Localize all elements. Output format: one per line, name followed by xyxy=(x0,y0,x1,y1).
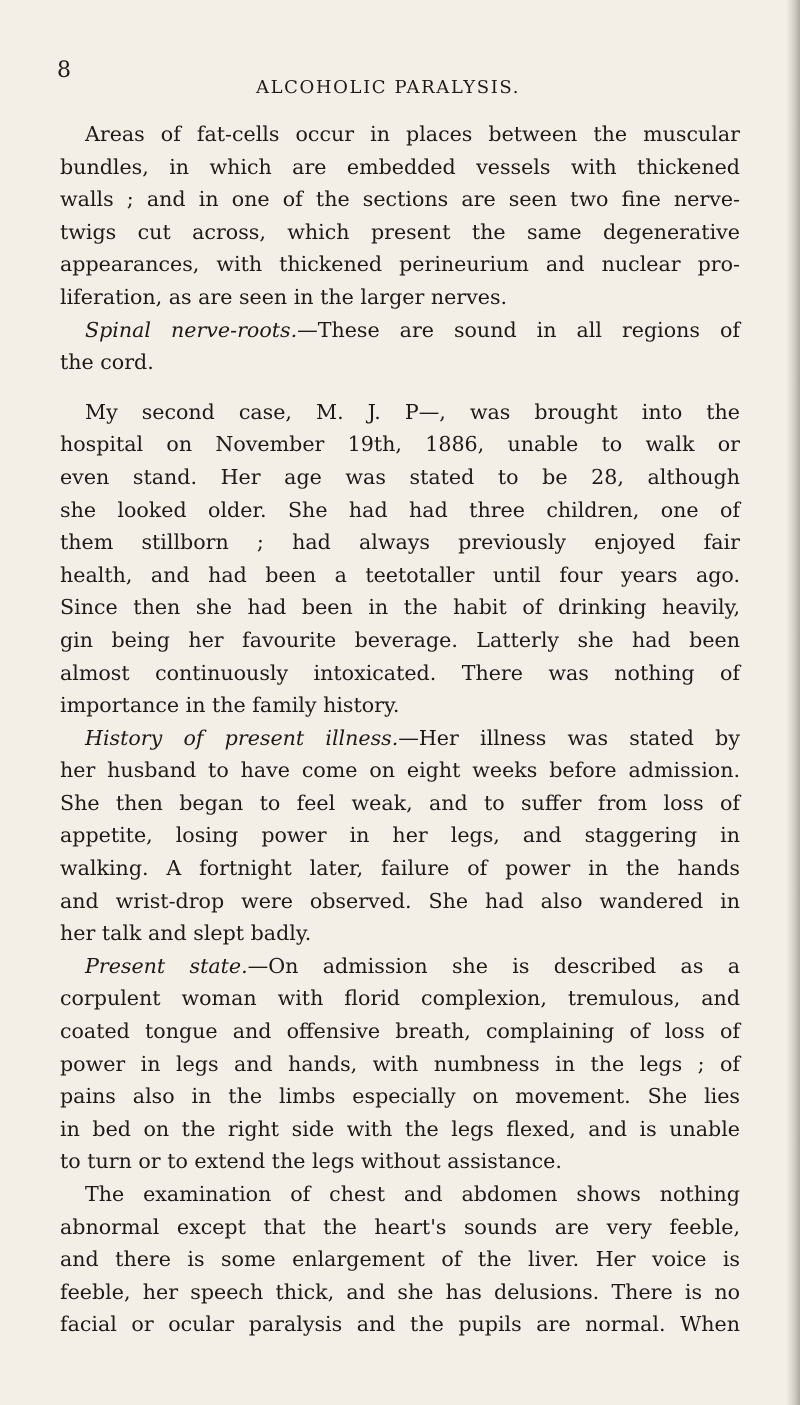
section-heading-spinal-nerve-roots: Spinal nerve-roots. xyxy=(85,317,298,342)
text-line xyxy=(60,950,740,983)
section-heading-present-state: Present state. xyxy=(85,953,248,978)
text-line: them stillborn ; had always previously enjoyed fair xyxy=(60,530,740,555)
text-line: Areas of fat-cells occur in places between the muscular xyxy=(85,122,740,146)
text-line: gin being her favourite beverage. Latterly she had been xyxy=(60,627,740,652)
text-line: coated tongue and offensive breath, complaining of loss of xyxy=(60,1019,740,1044)
paragraph-gap xyxy=(60,379,740,396)
text-line: twigs cut across, which present the same degenerative xyxy=(60,219,740,244)
text-run: —Her illness was stated by xyxy=(398,725,740,750)
text-line: liferation, as are seen in the larger nerves. xyxy=(60,284,508,309)
page-edge-shadow xyxy=(786,0,800,1405)
text-line: Since then she had been in the habit of drinking heavily, xyxy=(60,595,740,620)
paragraph-history-of-present-illness xyxy=(60,722,740,950)
text-run: —These are sound in all regions of xyxy=(297,317,740,342)
text-line: she looked older. She had had three children, one of xyxy=(60,497,740,522)
text-line: and there is some enlargement of the liver. Her voice is xyxy=(60,1247,740,1272)
text-line: corpulent woman with florid complexion, tremulous, and xyxy=(60,986,740,1011)
text-line: even stand. Her age was stated to be 28, although xyxy=(60,464,740,489)
text-line: health, and had been a teetotaller until four years ago. xyxy=(60,562,740,587)
running-head: ALCOHOLIC PARALYSIS. xyxy=(256,77,521,98)
text-line: her husband to have come on eight weeks before admission. xyxy=(60,758,740,783)
text-line: hospital on November 19th, 1886, unable to walk or xyxy=(60,432,740,457)
text-line: bundles, in which are embedded vessels with thickened xyxy=(60,154,740,179)
paragraph-areas-of-fat-cells xyxy=(60,118,740,314)
paragraph-examination xyxy=(60,1178,740,1341)
text-line: her talk and slept badly. xyxy=(60,921,312,946)
text-line: pains also in the limbs especially on movement. She lies xyxy=(60,1084,740,1109)
text-line: facial or ocular paralysis and the pupils are normal. When xyxy=(60,1312,740,1337)
text-line: The examination of chest and abdomen shows nothing xyxy=(85,1182,740,1206)
paragraph-present-state xyxy=(60,950,740,1178)
text-line: the cord. xyxy=(60,350,154,375)
text-line: to turn or to extend the legs without assistance. xyxy=(60,1149,562,1174)
text-line: almost continuously intoxicated. There was nothing of xyxy=(60,660,740,685)
paragraph-spinal-nerve-roots xyxy=(60,314,740,379)
text-line: power in legs and hands, with numbness in the legs ; of xyxy=(60,1051,740,1076)
page-number: 8 xyxy=(57,58,71,83)
text-line: She then began to feel weak, and to suffer from loss of xyxy=(60,790,740,815)
text-line: walls ; and in one of the sections are seen two fine nerve- xyxy=(60,187,740,212)
text-line xyxy=(60,722,740,755)
text-line: appetite, losing power in her legs, and staggering in xyxy=(60,823,740,848)
paragraph-second-case xyxy=(60,396,740,722)
section-heading-history: History of present illness. xyxy=(85,725,399,750)
text-line: abnormal except that the heart's sounds are very feeble, xyxy=(60,1214,740,1239)
body-text xyxy=(60,118,740,1341)
text-line: and wrist-drop were observed. She had also wandered in xyxy=(60,888,740,913)
text-line: importance in the family history. xyxy=(60,693,400,718)
text-line: appearances, with thickened perineurium and nuclear pro- xyxy=(60,252,740,277)
text-line xyxy=(60,314,740,347)
text-line: feeble, her speech thick, and she has delusions. There is no xyxy=(60,1279,740,1304)
text-line: walking. A fortnight later, failure of power in the hands xyxy=(60,856,740,881)
text-line: My second case, M. J. P—, was brought into the xyxy=(85,399,740,424)
text-run: —On admission she is described as a xyxy=(247,953,740,978)
text-line: in bed on the right side with the legs flexed, and is unable xyxy=(60,1116,740,1141)
